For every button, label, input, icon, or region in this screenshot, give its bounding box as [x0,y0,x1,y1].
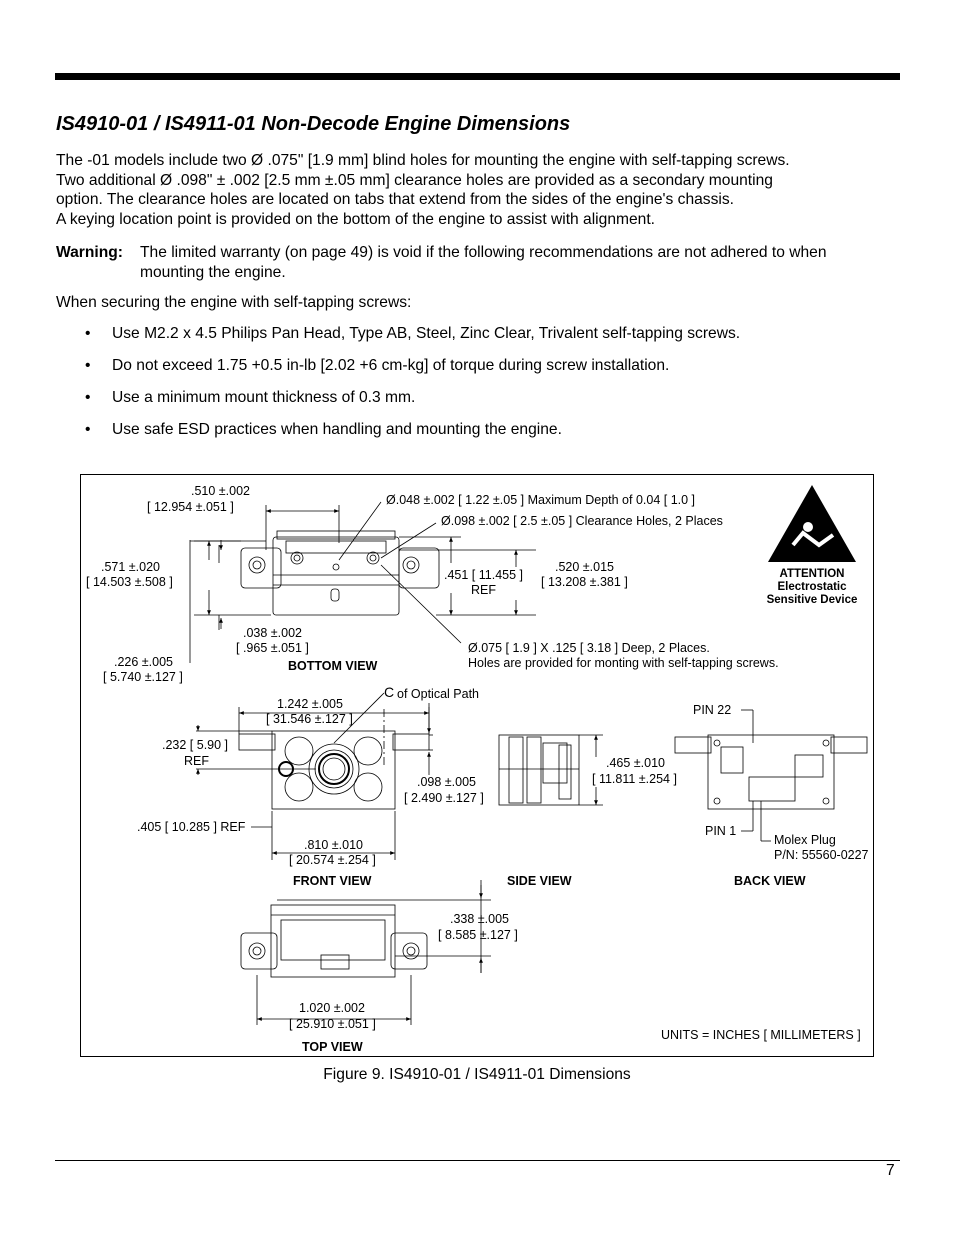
dim-label: 1.020 ±.002 [299,1001,365,1015]
warning-line: The limited warranty (on page 49) is void if the following recommendations are not adhered to when [140,244,827,261]
warning-line: mounting the engine. [140,264,286,281]
bottom-view-label: BOTTOM VIEW [288,659,378,673]
paragraph-line: The -01 models include two Ø .075" [1.9 mm] blind holes for mounting the engine with self-tapping screws. [56,152,790,169]
dimension-figure [80,474,874,1057]
attention-line: Electrostatic [777,581,847,593]
dim-label: REF [471,583,496,597]
dim-label: [ 2.490 ±.127 ] [404,791,484,805]
dim-label: 1.242 ±.005 [277,697,343,711]
dim-label: Ø.075 [ 1.9 ] X .125 [ 3.18 ] Deep, 2 Places. [468,641,710,655]
page-title: IS4910-01 / IS4911-01 Non-Decode Engine Dimensions [56,113,571,135]
dim-label: Holes are provided for monting with self-tapping screws. [468,656,779,670]
connector-label: Molex Plug [774,833,836,847]
dimension-drawing [81,475,873,1056]
pin-label: PIN 1 [705,824,737,838]
dim-label: .451 [ 11.455 ] [444,568,523,582]
warning-label: Warning: [56,244,123,261]
dim-label: .810 ±.010 [304,838,363,852]
dim-label: [ 25.910 ±.051 ] [289,1017,376,1031]
figure-caption: Figure 9. IS4910-01 / IS4911-01 Dimensions [323,1066,631,1083]
pin-label: PIN 22 [693,703,732,717]
screw-intro: When securing the engine with self-tapping screws: [56,294,412,311]
esd-warning-icon [768,485,856,562]
paragraph-line: option. The clearance holes are located on tabs that extend from the sides of the engine's chassis. [56,191,734,209]
dim-label: [ .965 ±.051 ] [236,641,309,655]
back-view-label: BACK VIEW [734,874,806,888]
dim-label: Ø.048 ±.002 [ 1.22 ±.05 ] Maximum Depth of 0.04 [ 1.0 ] [386,493,696,507]
bottom-view-drawing [241,531,439,615]
side-view-drawing [499,735,579,805]
dim-label: [ 5.740 ±.127 ] [103,670,183,684]
dim-label: .405 [ 10.285 ] REF [137,820,246,834]
connector-part-number: P/N: 55560-0227 [774,848,869,862]
dim-label: [ 11.811 ±.254 ] [592,772,677,786]
dim-label: [ 13.208 ±.381 ] [541,575,628,589]
attention-title: ATTENTION [779,568,845,580]
dim-label: .571 ±.020 [101,560,160,574]
dim-label: [ 8.585 ±.127 ] [438,928,518,942]
dim-label: .098 ±.005 [417,775,476,789]
front-view-label: FRONT VIEW [293,874,372,888]
top-view-label: TOP VIEW [302,1040,363,1054]
dim-label: [ 12.954 ±.051 ] [147,500,234,514]
description-paragraph [56,151,906,229]
side-view-label: SIDE VIEW [507,874,572,888]
dim-label: Ø.098 ±.002 [ 2.5 ±.05 ] Clearance Holes, 2 Places [441,514,723,528]
attention-line: Sensitive Device [766,594,858,606]
dim-label: .038 ±.002 [243,626,302,640]
page-number: 7 [886,1162,895,1179]
dim-label: [ 31.546 ±.127 ] [266,712,353,726]
units-note: UNITS = INCHES [ MILLIMETERS ] [661,1028,861,1042]
top-view-drawing [241,905,427,977]
dim-label: [ 20.574 ±.254 ] [289,853,376,867]
dim-label: .226 ±.005 [114,655,173,669]
dim-label: of Optical Path [397,687,479,701]
dim-label: [ 14.503 ±.508 ] [86,575,173,589]
bottom-rule [55,1160,900,1161]
top-rule [55,73,900,80]
dim-label: .520 ±.015 [555,560,614,574]
back-view-drawing [675,735,867,809]
dim-label: .510 ±.002 [191,484,250,498]
dim-label: .338 ±.005 [450,912,509,926]
dim-label: .232 [ 5.90 ] [162,738,229,752]
paragraph-line: Two additional Ø .098" ± .002 [2.5 mm ±.05 mm] clearance holes are provided as a secondary mounting [56,171,773,189]
centerline-symbol: C [384,684,395,700]
warning-text [140,243,910,283]
dim-label: REF [184,754,209,768]
paragraph-line: A keying location point is provided on the bottom of the engine to assist with alignment. [56,210,655,228]
dim-label: .465 ±.010 [606,756,665,770]
